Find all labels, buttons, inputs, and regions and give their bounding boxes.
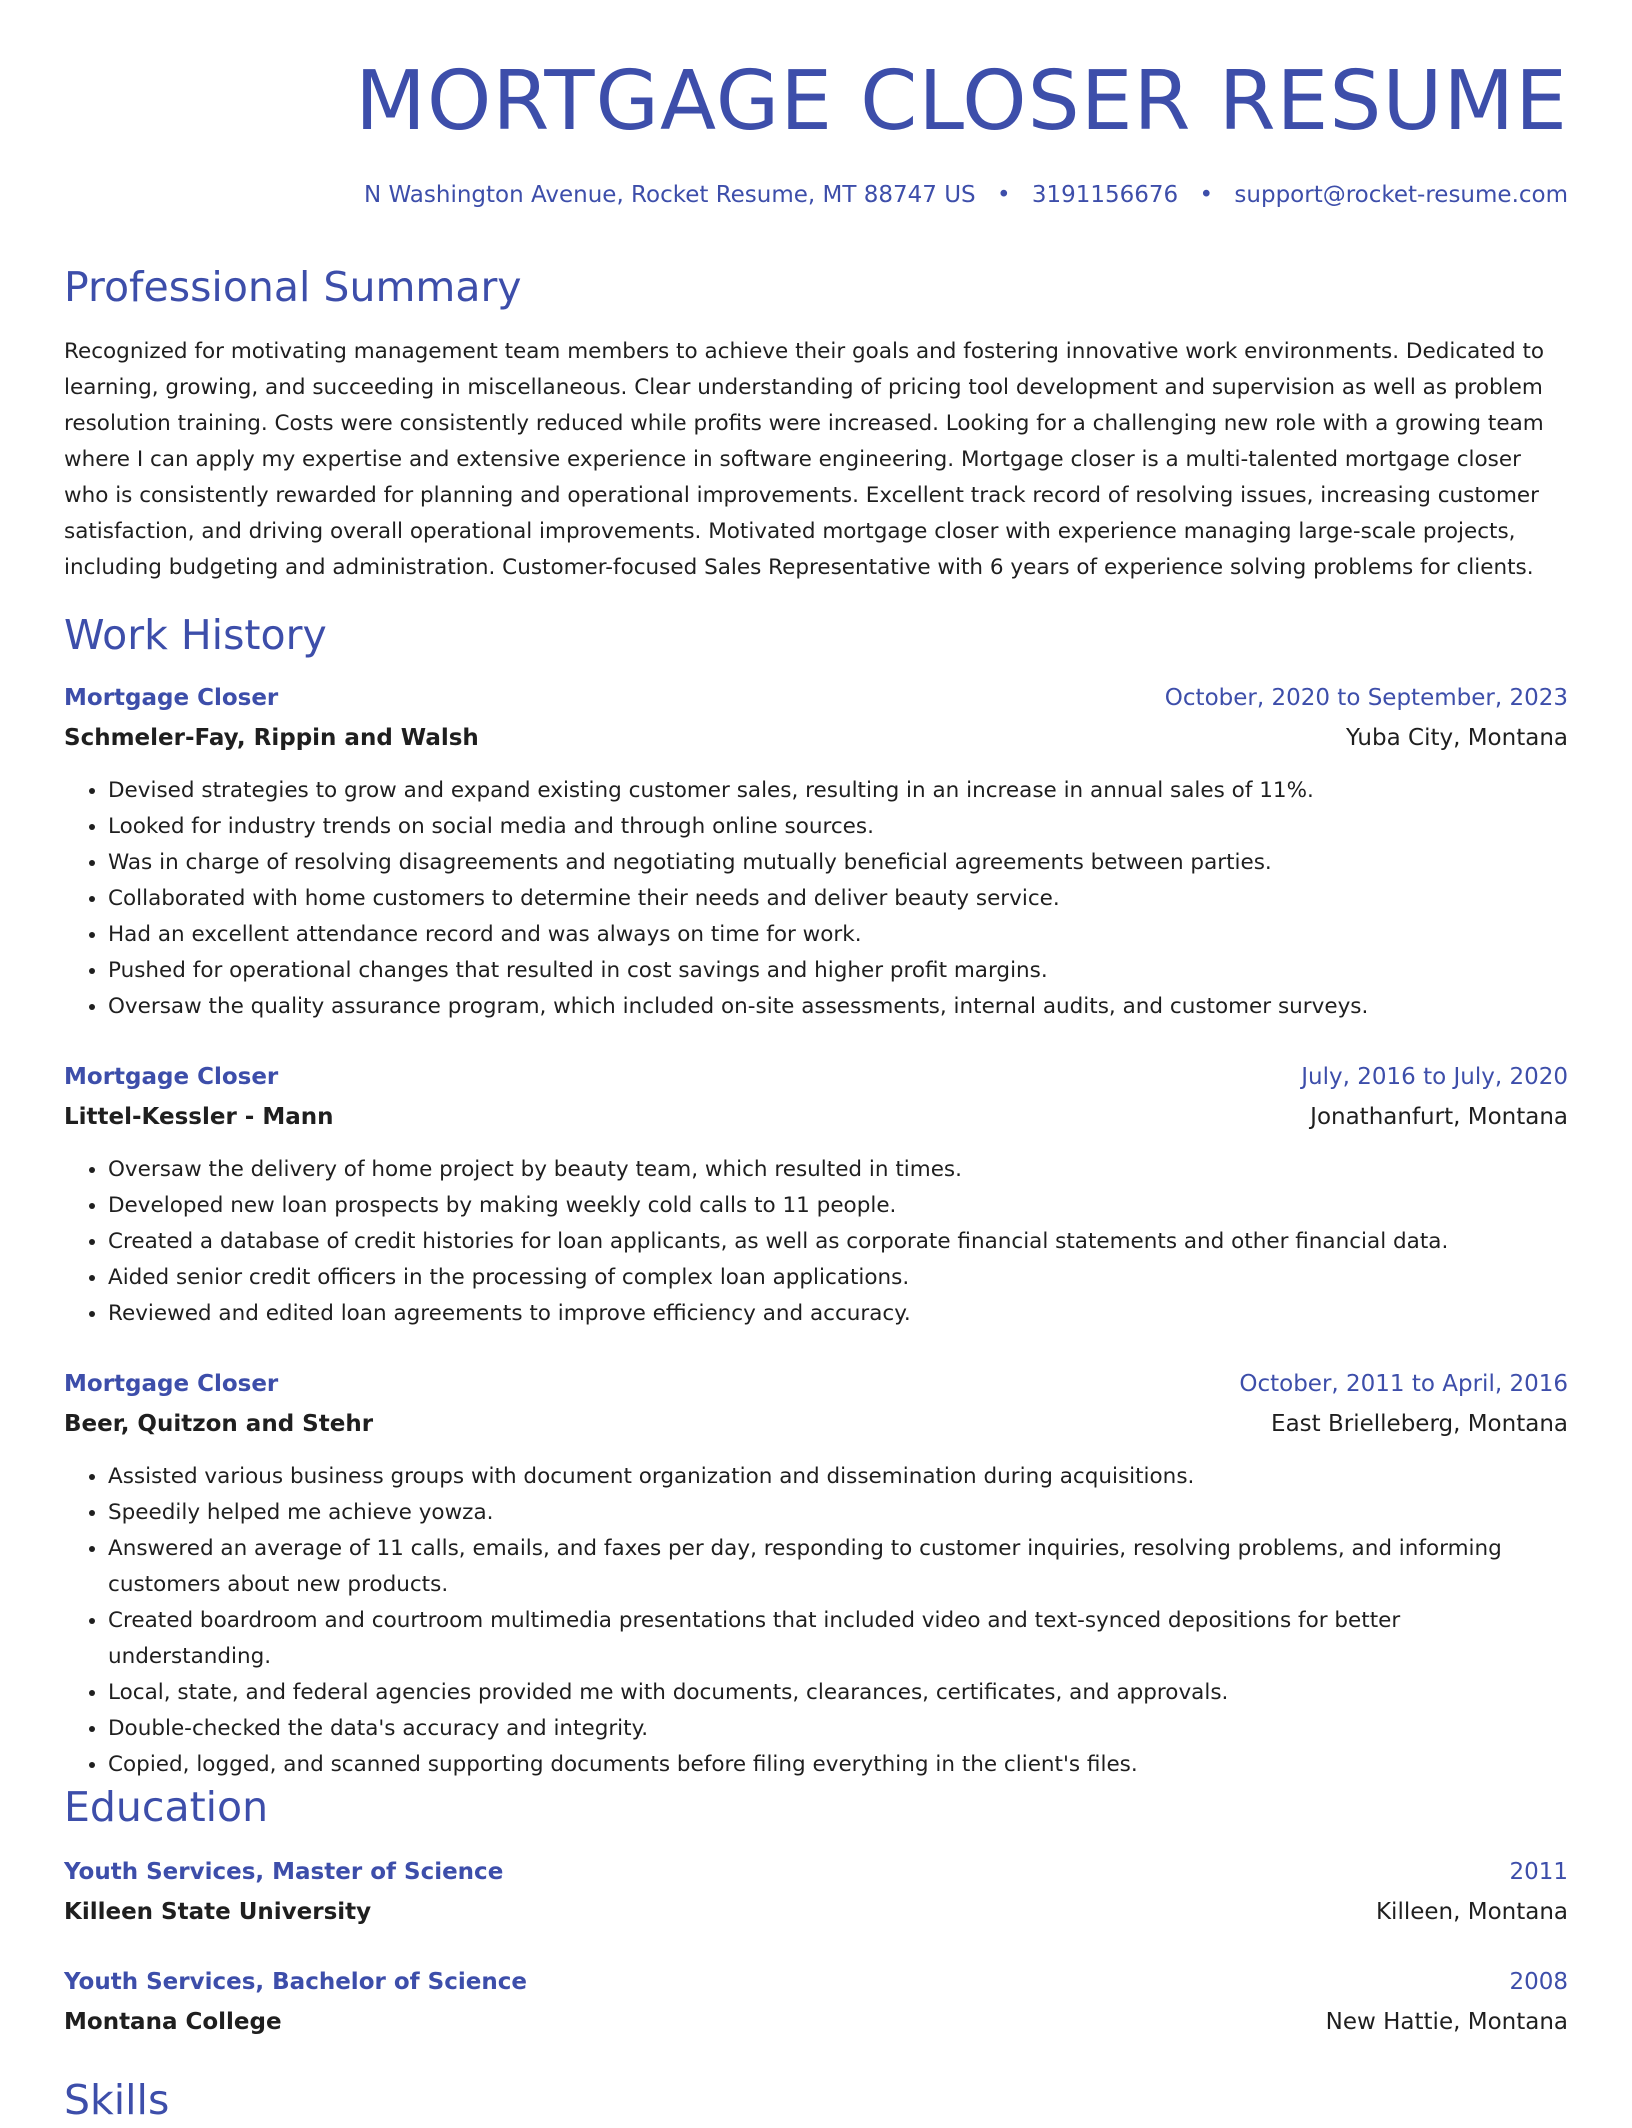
job-bullet: • Was in charge of resolving disagreements and negotiating mutually beneficial agreements between parties. [108, 845, 1568, 881]
education-location: New Hattie, Montana [1325, 2009, 1568, 2035]
job-bullet: • Copied, logged, and scanned supporting documents before filing everything in the client's files. [108, 1747, 1568, 1783]
education-entry [64, 1857, 1568, 1927]
job-dates: October, 2020 to September, 2023 [1164, 685, 1568, 711]
job-entry [64, 1062, 1568, 1332]
job-bullet: • Reviewed and edited loan agreements to improve efficiency and accuracy. [108, 1296, 1568, 1332]
education-year: 2008 [1509, 1969, 1568, 1995]
contact-line [364, 180, 1568, 210]
contact-separator: • [1199, 182, 1214, 208]
job-bullet: • Local, state, and federal agencies provided me with documents, clearances, certificates, and approvals. [108, 1675, 1568, 1711]
education-school: Montana College [64, 2009, 282, 2035]
education-heading: Education [64, 1783, 269, 1831]
job-title: Mortgage Closer [64, 685, 279, 711]
contact-email[interactable]: support@rocket-resume.com [1234, 182, 1568, 208]
education-entry [64, 1967, 1568, 2037]
job-bullet: • Aided senior credit officers in the processing of complex loan applications. [108, 1260, 1568, 1296]
job-location: Jonathanfurt, Montana [1310, 1104, 1568, 1130]
job-bullet: • Had an excellent attendance record and was always on time for work. [108, 917, 1568, 953]
job-bullets [64, 1459, 1568, 1783]
education-degree: Youth Services, Bachelor of Science [64, 1969, 527, 1995]
work-history-heading: Work History [64, 611, 327, 659]
job-bullet: • Double-checked the data's accuracy and integrity. [108, 1711, 1568, 1747]
summary-heading: Professional Summary [64, 263, 522, 311]
job-title: Mortgage Closer [64, 1371, 279, 1397]
job-bullet: • Answered an average of 11 calls, emails, and faxes per day, responding to customer inquiries, resolving problems, and informing customers about new products. [108, 1531, 1568, 1603]
job-bullet: • Oversaw the quality assurance program, which included on-site assessments, internal audits, and customer surveys. [108, 989, 1568, 1025]
education-year: 2011 [1509, 1859, 1568, 1885]
education-degree: Youth Services, Master of Science [64, 1859, 504, 1885]
contact-separator: • [996, 182, 1011, 208]
job-bullet: • Developed new loan prospects by making weekly cold calls to 11 people. [108, 1188, 1568, 1224]
job-title: Mortgage Closer [64, 1064, 279, 1090]
job-bullets [64, 773, 1568, 1025]
job-bullet: • Created a database of credit histories for loan applicants, as well as corporate financial statements and other financial data. [108, 1224, 1568, 1260]
job-entry [64, 1369, 1568, 1783]
job-bullets [64, 1152, 1568, 1332]
job-location: Yuba City, Montana [1346, 725, 1568, 751]
skills-heading: Skills [64, 2076, 170, 2124]
job-bullet: • Pushed for operational changes that resulted in cost savings and higher profit margins. [108, 953, 1568, 989]
contact-phone: 3191156676 [1031, 182, 1179, 208]
job-bullet: • Collaborated with home customers to determine their needs and deliver beauty service. [108, 881, 1568, 917]
job-company: Schmeler-Fay, Rippin and Walsh [64, 725, 479, 751]
job-bullet: • Created boardroom and courtroom multimedia presentations that included video and text-synced depositions for better understanding. [108, 1603, 1568, 1675]
job-bullet: • Devised strategies to grow and expand existing customer sales, resulting in an increase in annual sales of 11%. [108, 773, 1568, 809]
job-dates: July, 2016 to July, 2020 [1301, 1064, 1568, 1090]
job-bullet: • Speedily helped me achieve yowza. [108, 1495, 1568, 1531]
education-location: Killeen, Montana [1375, 1899, 1568, 1925]
job-entry [64, 683, 1568, 1025]
resume-title: MORTGAGE CLOSER RESUME [355, 54, 1568, 149]
job-company: Beer, Quitzon and Stehr [64, 1411, 374, 1437]
contact-address: N Washington Avenue, Rocket Resume, MT 88747 US [364, 182, 976, 208]
job-bullet: • Looked for industry trends on social media and through online sources. [108, 809, 1568, 845]
job-bullet: • Oversaw the delivery of home project by beauty team, which resulted in times. [108, 1152, 1568, 1188]
job-bullet: • Assisted various business groups with document organization and dissemination during acquisitions. [108, 1459, 1568, 1495]
job-dates: October, 2011 to April, 2016 [1239, 1371, 1568, 1397]
job-location: East Brielleberg, Montana [1271, 1411, 1568, 1437]
summary-text: Recognized for motivating management team members to achieve their goals and fostering innovative work environments. Dedicated to learning, growing, and succeeding in miscellaneous. Clear understanding of pricing tool development and supervision as well as problem resolution training. Costs were consistently reduced while profits were increased. Looking for a challenging new role with a growing team where I can apply my expertise and extensive experience in software engineering. Mortgage closer is a multi-talented mortgage closer who is consistently rewarded for planning and operational improvements. Excellent track record of resolving issues, increasing customer satisfaction, and driving overall operational improvements. Motivated mortgage closer with experience managing large-scale projects, including budgeting and administration. Customer-focused Sales Representative with 6 years of experience solving problems for clients. [64, 339, 1545, 580]
education-school: Killeen State University [64, 1899, 372, 1925]
job-company: Littel-Kessler - Mann [64, 1104, 334, 1130]
